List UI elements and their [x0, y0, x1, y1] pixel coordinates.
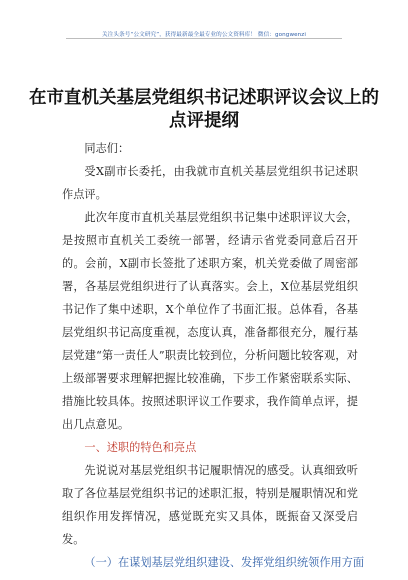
document-body: [62, 137, 365, 574]
header-note: 关注头条号“公文研究”，获得最新最全最专业的公文资料库！ 微信：gongwenzi: [101, 32, 306, 38]
header-divider: [66, 38, 342, 39]
paragraph-3: 先说说对基层党组织书记履职情况的感受。认真细致听取了各位基层党组织书记的述职汇报，特别是履职情况和党组织作用发挥情况，感觉既充实又具体，既振奋又深受启发。: [62, 464, 358, 546]
title-line-2: 点评提纲: [169, 111, 239, 131]
paragraph-2: 此次年度市直机关基层党组织书记集中述职评议大会，是按照市直机关工委统一部署，经请示省党委同意后召开的。会前，X副市长签批了述职方案，机关党委做了周密部署，各基层党组织进行了认真落实。会上，X位基层党组织书记作了集中述职，X个单位作了书面汇报。总体看，各基层党组织书记高度重视，态度认真，准备都很充分，履行基层党建“第一责任人”职责比较到位，分析问题比较客观，对上级部署要求理解把握比较准确，下步工作紧密联系实际、措施比较具体。按照述职评议工作要求，我作简单点评，提出几点意见。: [62, 211, 358, 431]
salutation: 同志们：: [84, 142, 130, 155]
title-line-1: 在市直机关基层党组织书记述职评议会议上的: [29, 88, 379, 108]
document-title: [0, 87, 408, 133]
section-heading-1: 一、述职的特色和亮点: [84, 441, 197, 454]
paragraph-1: 受X副市长委托，由我就市直机关基层党组织书记述职作点评。: [62, 165, 358, 201]
subsection-heading-1: （一）在谋划基层党组织建设、发挥党组织统领作用方面: [84, 556, 365, 569]
